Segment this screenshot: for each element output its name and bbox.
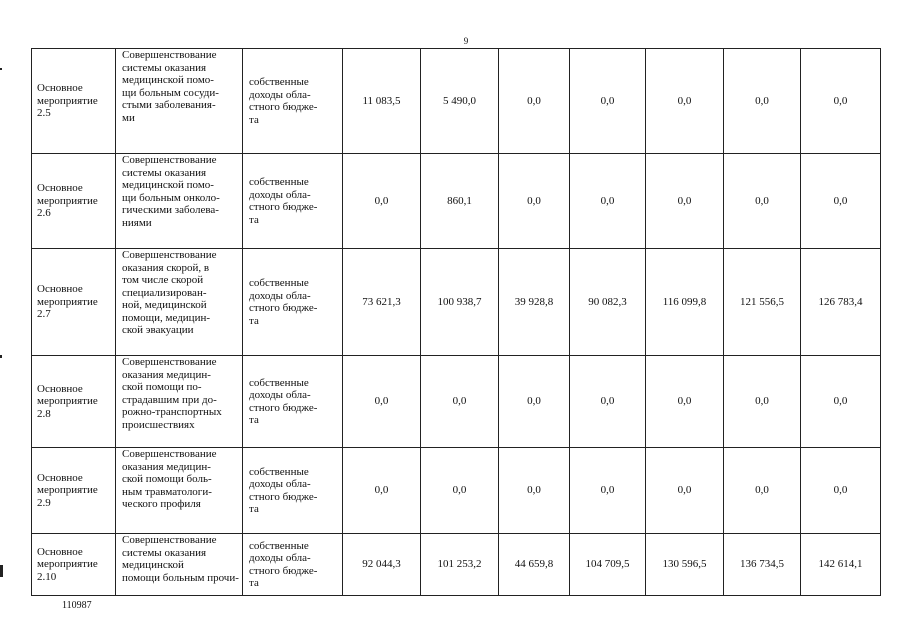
amount-cell: [421, 154, 499, 249]
amount-cell: [499, 356, 570, 448]
amount-cell: [499, 154, 570, 249]
amount-cell-text: 0,0: [677, 94, 692, 107]
amount-cell: [343, 154, 421, 249]
amount-cell-text: 5 490,0: [443, 94, 476, 107]
event-cell: [32, 49, 116, 154]
funding-source-cell: [243, 534, 343, 596]
amount-cell: [570, 154, 646, 249]
amount-cell: [801, 249, 881, 356]
amount-cell: [499, 448, 570, 534]
amount-cell: [801, 448, 881, 534]
amount-cell-text: 0,0: [527, 395, 541, 408]
funding-source-cell-text: собственные доходы обла- стного бюдже- та: [249, 76, 318, 126]
description-cell-text: Совершенствование системы оказания медицинской помощи больным прочи-: [122, 534, 239, 584]
amount-cell: [343, 356, 421, 448]
amount-cell: [570, 49, 646, 154]
description-cell: [116, 356, 243, 448]
scan-edge-mark: [0, 355, 2, 358]
scan-edge-mark: [0, 565, 3, 577]
amount-cell-text: 121 556,5: [740, 295, 784, 308]
funding-source-cell: [243, 154, 343, 249]
amount-cell-text: 73 621,3: [362, 295, 401, 308]
amount-cell-text: 0,0: [452, 395, 467, 408]
amount-cell-text: 116 099,8: [662, 295, 707, 308]
amount-cell-text: 0,0: [600, 395, 615, 408]
amount-cell-text: 0,0: [755, 484, 769, 497]
amount-cell: [801, 49, 881, 154]
amount-cell-text: 0,0: [600, 94, 615, 107]
amount-cell-text: 104 709,5: [585, 558, 630, 571]
table-row: [32, 356, 881, 448]
amount-cell: [570, 534, 646, 596]
amount-cell-text: 0,0: [527, 94, 541, 107]
amount-cell: [421, 249, 499, 356]
amount-cell: [499, 534, 570, 596]
event-cell: [32, 154, 116, 249]
amount-cell: [724, 49, 801, 154]
amount-cell: [343, 249, 421, 356]
amount-cell: [646, 249, 724, 356]
amount-cell: [724, 356, 801, 448]
amount-cell-text: 90 082,3: [588, 295, 627, 308]
amount-cell: [724, 534, 801, 596]
table-row: [32, 249, 881, 356]
amount-cell: [646, 448, 724, 534]
description-cell-text: Совершенствование оказания медицин- ской помощи по- страдавшим при до- рожно-транспортных происшествиях: [122, 356, 222, 431]
amount-cell-text: 0,0: [755, 94, 769, 107]
event-cell: [32, 534, 116, 596]
amount-cell: [499, 249, 570, 356]
funding-source-cell-text: собственные доходы обла- стного бюдже- та: [249, 465, 318, 515]
amount-cell: [421, 534, 499, 596]
amount-cell: [646, 154, 724, 249]
event-cell-text: Основное мероприятие 2.5: [37, 82, 98, 120]
amount-cell-text: 101 253,2: [437, 558, 482, 571]
amount-cell-text: 44 659,8: [514, 558, 554, 571]
amount-cell-text: 0,0: [833, 484, 848, 497]
amount-cell-text: 39 928,8: [514, 295, 554, 308]
funding-source-cell: [243, 249, 343, 356]
amount-cell-text: 92 044,3: [362, 558, 401, 571]
amount-cell-text: 0,0: [755, 194, 769, 207]
amount-cell-text: 0,0: [833, 395, 848, 408]
amount-cell-text: 0,0: [677, 395, 692, 408]
funding-source-cell: [243, 356, 343, 448]
event-cell-text: Основное мероприятие 2.10: [37, 545, 98, 583]
amount-cell-text: 0,0: [527, 194, 541, 207]
amount-cell: [570, 356, 646, 448]
amount-cell-text: 0,0: [374, 194, 389, 207]
table-row: [32, 154, 881, 249]
description-cell: [116, 534, 243, 596]
amount-cell-text: 142 614,1: [818, 558, 863, 571]
description-cell: [116, 249, 243, 356]
amount-cell: [570, 249, 646, 356]
description-cell-text: Совершенствование системы оказания медицинской помо- щи больным сосуди- стыми заболевания- ми: [122, 49, 219, 124]
amount-cell: [646, 356, 724, 448]
amount-cell-text: 0,0: [833, 194, 848, 207]
description-cell: [116, 49, 243, 154]
amount-cell-text: 0,0: [833, 94, 848, 107]
amount-cell-text: 130 596,5: [662, 558, 707, 571]
amount-cell: [421, 448, 499, 534]
table-row: [32, 448, 881, 534]
amount-cell-text: 0,0: [374, 395, 389, 408]
amount-cell: [421, 49, 499, 154]
budget-table: [31, 48, 881, 596]
amount-cell: [646, 534, 724, 596]
document-code: 110987: [62, 600, 92, 611]
amount-cell: [343, 534, 421, 596]
amount-cell: [646, 49, 724, 154]
amount-cell-text: 0,0: [600, 484, 615, 497]
amount-cell-text: 136 734,5: [740, 558, 784, 571]
amount-cell: [421, 356, 499, 448]
amount-cell: [801, 356, 881, 448]
description-cell-text: Совершенствование оказания медицин- ской помощи боль- ным травматологи- ческого профиля: [122, 448, 217, 510]
description-cell-text: Совершенствование оказания скорой, в том числе скорой специализирован- ной, медицинской помощи, медицин- ской эвакуации: [122, 249, 217, 336]
amount-cell: [499, 49, 570, 154]
table-row: [32, 49, 881, 154]
amount-cell-text: 11 083,5: [362, 94, 401, 107]
amount-cell: [724, 154, 801, 249]
amount-cell-text: 860,1: [447, 194, 472, 207]
amount-cell: [343, 448, 421, 534]
event-cell-text: Основное мероприятие 2.7: [37, 283, 98, 321]
amount-cell: [343, 49, 421, 154]
funding-source-cell: [243, 49, 343, 154]
amount-cell-text: 0,0: [527, 484, 541, 497]
amount-cell-text: 100 938,7: [437, 295, 482, 308]
description-cell: [116, 154, 243, 249]
amount-cell-text: 0,0: [677, 194, 692, 207]
scan-edge-mark: [0, 68, 2, 70]
description-cell-text: Совершенствование системы оказания медицинской помо- щи больным онколо- гическими заболева- ниями: [122, 154, 220, 229]
funding-source-cell: [243, 448, 343, 534]
event-cell: [32, 448, 116, 534]
amount-cell-text: 126 783,4: [818, 295, 863, 308]
event-cell: [32, 249, 116, 356]
amount-cell: [724, 448, 801, 534]
table-row: [32, 534, 881, 596]
amount-cell: [724, 249, 801, 356]
amount-cell-text: 0,0: [755, 395, 769, 408]
page-number: 9: [463, 36, 469, 46]
amount-cell-text: 0,0: [374, 484, 389, 497]
event-cell-text: Основное мероприятие 2.8: [37, 382, 98, 420]
amount-cell-text: 0,0: [452, 484, 467, 497]
amount-cell: [801, 534, 881, 596]
description-cell: [116, 448, 243, 534]
funding-source-cell-text: собственные доходы обла- стного бюдже- та: [249, 277, 318, 327]
event-cell-text: Основное мероприятие 2.9: [37, 471, 98, 509]
amount-cell-text: 0,0: [600, 194, 615, 207]
amount-cell-text: 0,0: [677, 484, 692, 497]
event-cell-text: Основное мероприятие 2.6: [37, 182, 98, 220]
amount-cell: [801, 154, 881, 249]
funding-source-cell-text: собственные доходы обла- стного бюдже- та: [249, 176, 318, 226]
amount-cell: [570, 448, 646, 534]
funding-source-cell-text: собственные доходы обла- стного бюдже- та: [249, 539, 318, 589]
funding-source-cell-text: собственные доходы обла- стного бюдже- та: [249, 376, 318, 426]
event-cell: [32, 356, 116, 448]
